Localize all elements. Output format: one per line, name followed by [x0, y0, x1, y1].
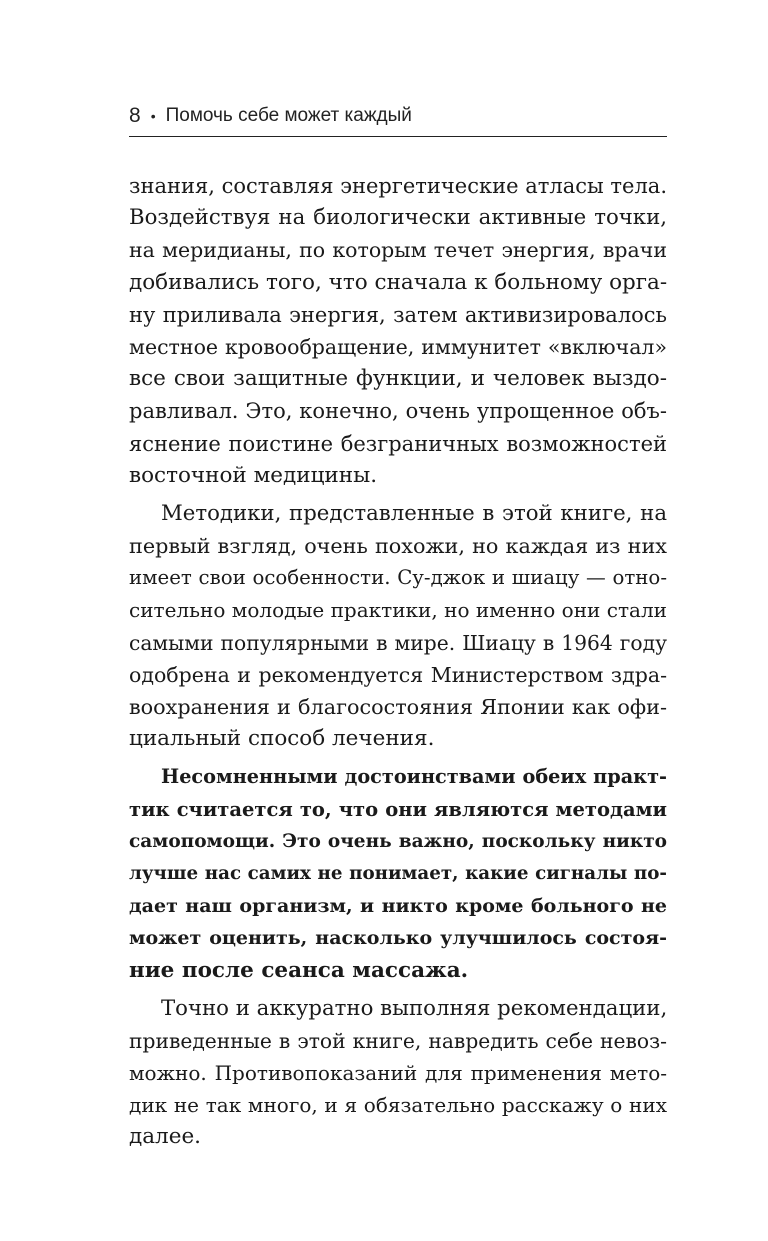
text-line: можно. Противопоказаний для применения мето- — [129, 1061, 667, 1086]
text-line: знания, составляя энергетические атласы тела. — [129, 174, 667, 198]
text-line: дик не так много, и я обязательно расскажу о них — [129, 1093, 667, 1118]
body-text — [129, 170, 667, 1160]
text-line: одобрена и рекомендуется Министерством здра- — [129, 662, 667, 687]
text-line: дает наш организм, и никто кроме больного не — [129, 895, 667, 918]
paragraph — [129, 498, 667, 756]
running-header — [129, 101, 667, 137]
text-line: Методики, представленные в этой книге, на — [161, 500, 667, 526]
text-line: восточной медицины. — [129, 462, 378, 488]
bold-paragraph — [129, 761, 667, 986]
text-line: первый взгляд, очень похожи, но каждая из них — [129, 534, 667, 559]
text-line: имеет свои особенности. Су-джок и шиацу — отно- — [129, 566, 667, 590]
chapter-title: Помочь себе может каждый — [165, 104, 412, 126]
text-line: сительно молодые практики, но именно они стали — [129, 598, 667, 623]
text-line: яснение поистине безграничных возможностей — [129, 431, 667, 456]
text-line: ние после сеанса массажа. — [129, 957, 469, 983]
text-line: равливал. Это, конечно, очень упрощенное объ- — [129, 399, 667, 424]
text-line: ну приливала энергия, затем активизировалось — [129, 302, 667, 327]
text-line: воохранения и благосостояния Японии как офи- — [129, 695, 667, 719]
text-line: все свои защитные функции, и человек выздо- — [129, 366, 667, 392]
text-line: Несомненными достоинствами обеих практ- — [161, 765, 667, 789]
text-line: на меридианы, по которым течет энергия, врачи — [129, 238, 667, 263]
paragraph — [129, 170, 667, 492]
text-line: местное кровообращение, иммунитет «включал» — [129, 334, 667, 359]
text-line: самопомощи. Это очень важно, поскольку никто — [129, 830, 667, 852]
page-number: 8 — [129, 103, 141, 127]
paragraph — [129, 993, 667, 1154]
text-line: циальный способ лечения. — [129, 726, 435, 752]
text-line: лучше нас самих не понимает, какие сигналы по- — [129, 862, 667, 884]
text-line: самыми популярными в мире. Шиацу в 1964 году — [129, 630, 667, 655]
text-line: может оценить, насколько улучшилось состоя- — [129, 927, 667, 950]
text-line: далее. — [129, 1124, 201, 1150]
text-line: Воздействуя на биологически активные точки, — [129, 205, 667, 231]
text-line: добивались того, что сначала к больному орга- — [129, 269, 668, 295]
text-line: тик считается то, что они являются методами — [129, 797, 667, 821]
header-bullet: • — [150, 107, 156, 124]
text-line: приведенные в этой книге, навредить себе невоз- — [129, 1028, 667, 1053]
text-line: Точно и аккуратно выполняя рекомендации, — [161, 995, 668, 1021]
